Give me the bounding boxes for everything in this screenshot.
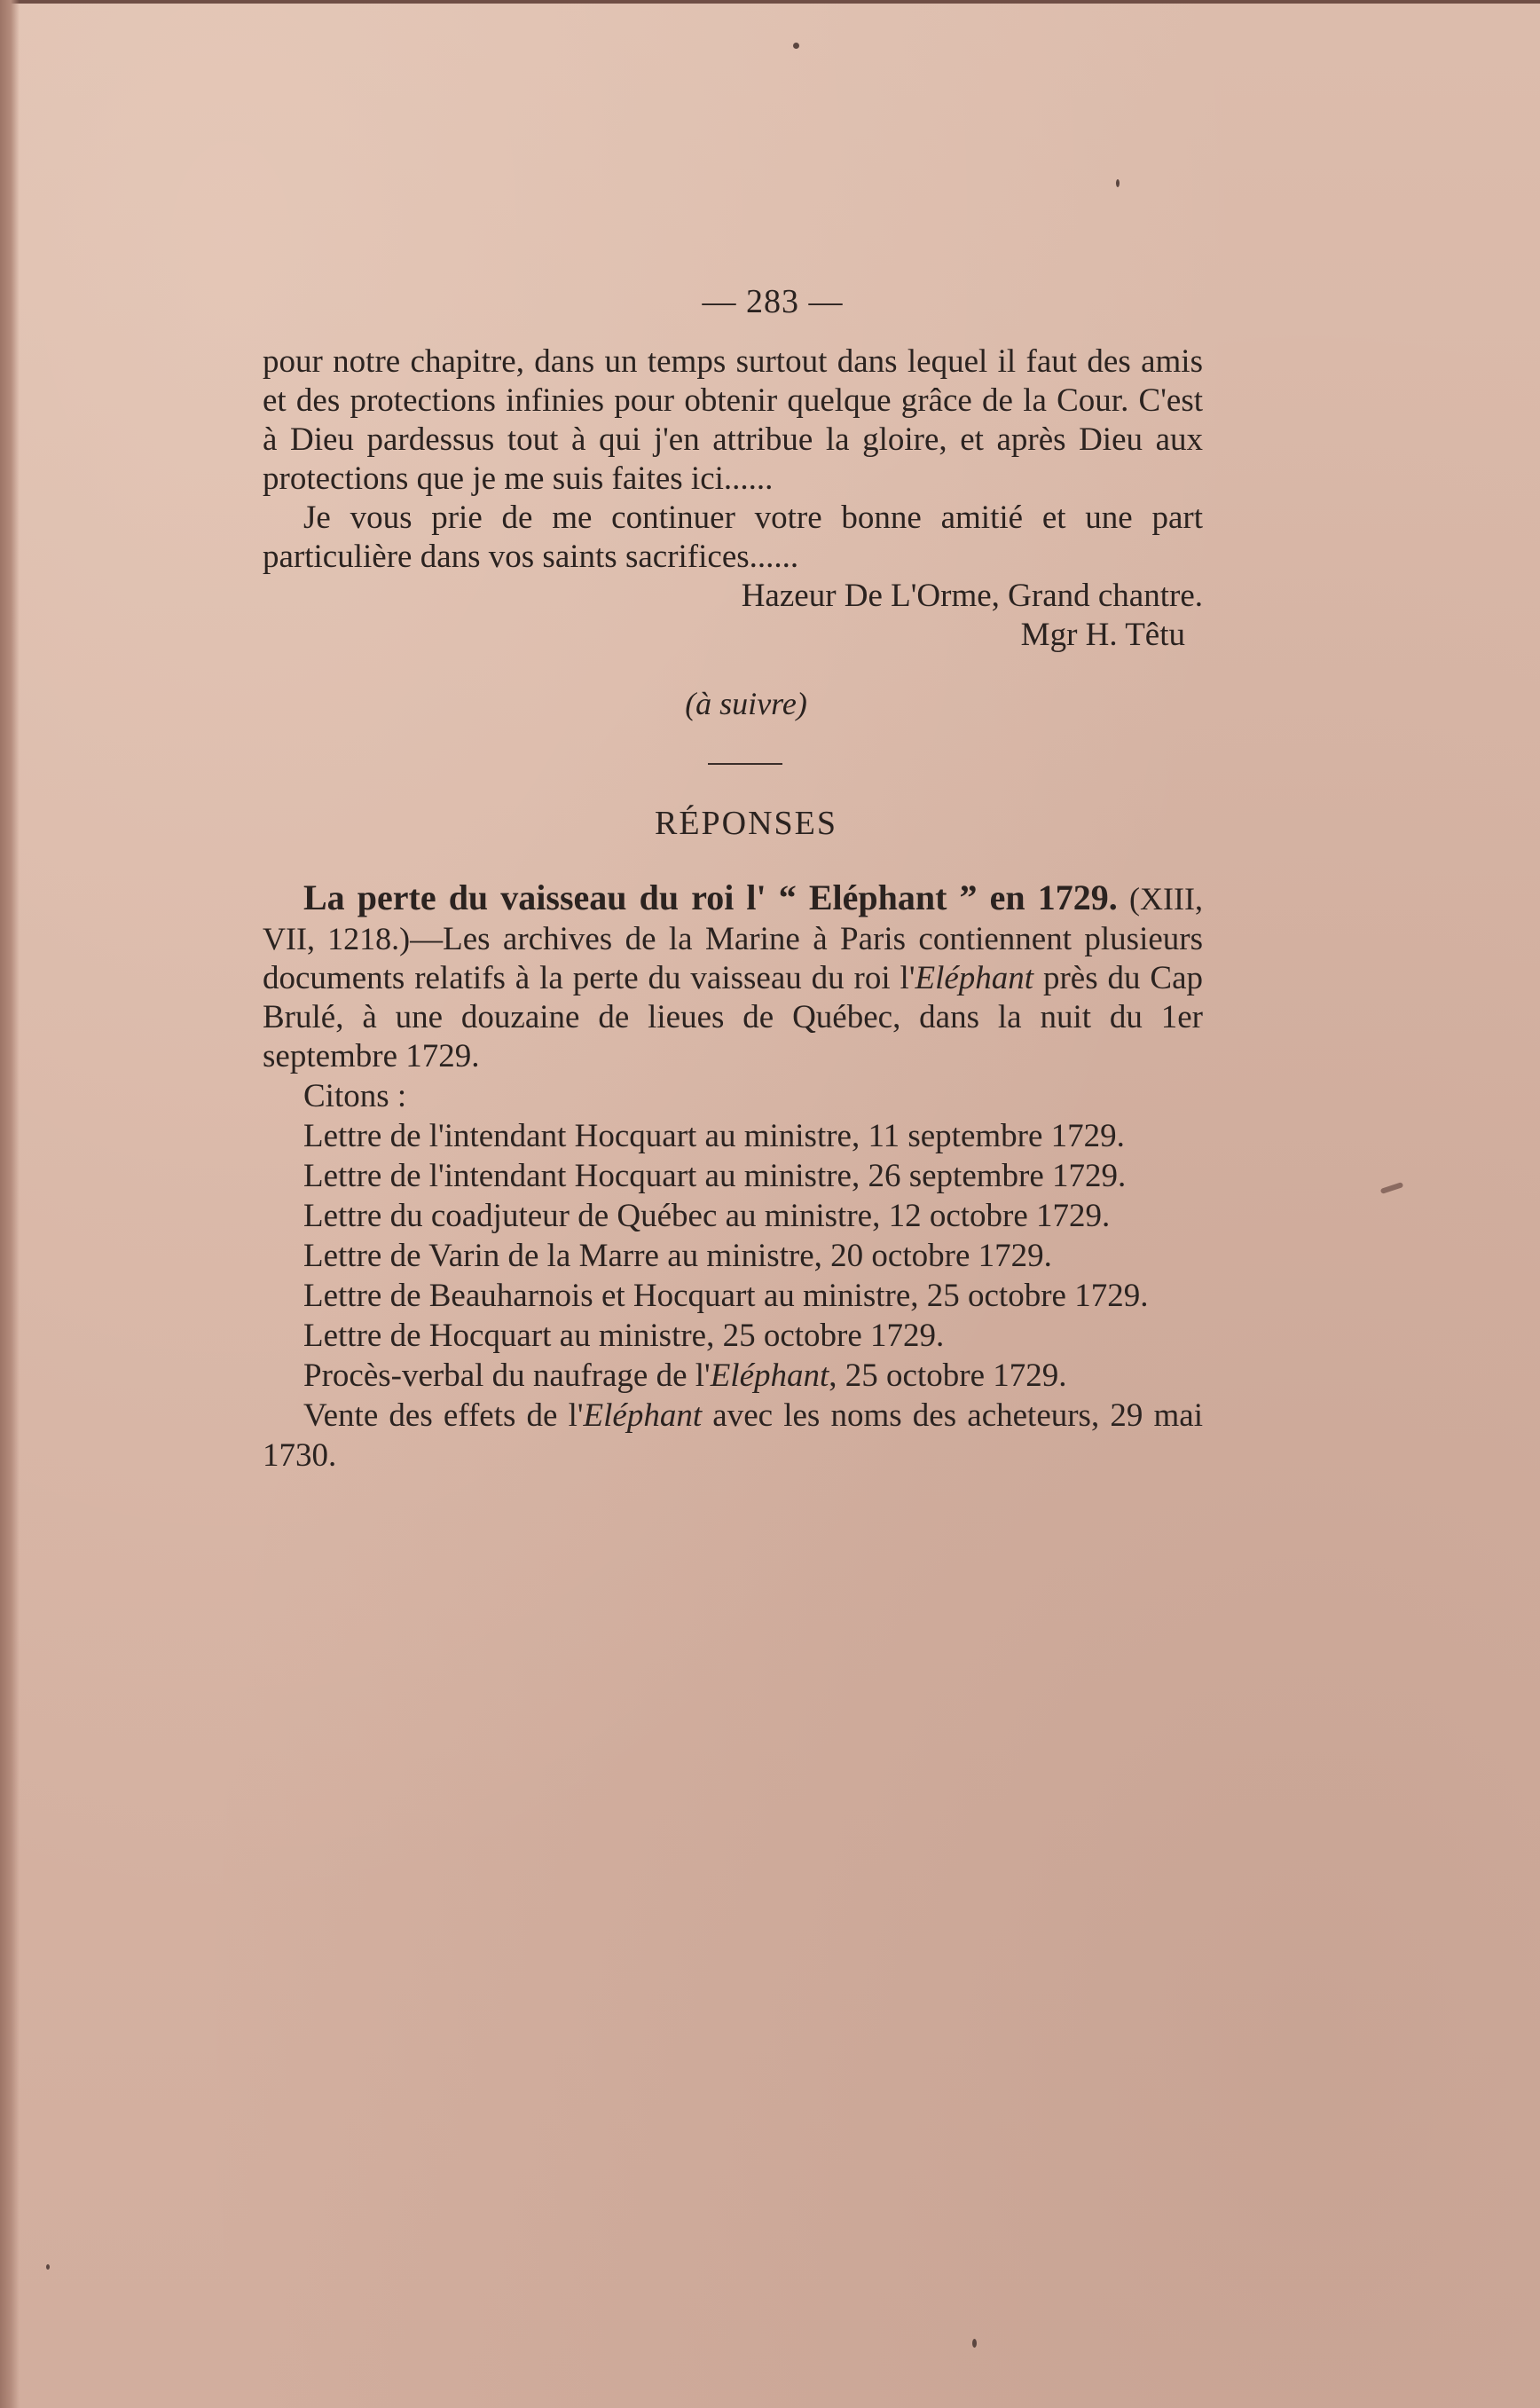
entry-text: Procès-verbal du naufrage de l' <box>303 1357 711 1394</box>
section-divider <box>708 763 782 765</box>
signature: Hazeur De L'Orme, Grand chantre. <box>741 578 1203 614</box>
paper-speck <box>1116 179 1120 187</box>
paper-speck <box>793 43 799 49</box>
document-entry: Lettre de Varin de la Marre au ministre, 20 octobre 1729. <box>303 1238 1052 1274</box>
paper-speck <box>46 2264 50 2270</box>
article <box>263 878 1203 1475</box>
paper-speck <box>972 2339 977 2348</box>
citons-label: Citons : <box>303 1078 407 1114</box>
letter-excerpt <box>263 342 1203 722</box>
article-title: La perte du vaisseau du roi l' “ Eléphant ” en 1729. <box>303 877 1118 917</box>
binding-edge <box>0 0 20 2408</box>
document-entry <box>263 1356 1203 1396</box>
entry-text: , 25 octobre 1729. <box>829 1357 1067 1394</box>
page-number: — 283 — <box>702 283 844 320</box>
letter-paragraph: Je vous prie de me continuer votre bonne amitié et une part particulière dans vos saints sacrifices...... <box>263 500 1203 575</box>
document-entry: Lettre de Beauharnois et Hocquart au ministre, 25 octobre 1729. <box>303 1278 1149 1314</box>
document-entry <box>263 1396 1203 1475</box>
entry-text: avec les noms des acheteurs, 29 mai 1730. <box>263 1397 1203 1474</box>
article-reference: (XIII, VII, 1218.) <box>263 881 1203 956</box>
article-intro <box>263 878 1203 1076</box>
ship-name: Eléphant <box>583 1397 703 1434</box>
page-content <box>263 282 1203 1475</box>
document-entry: Lettre de l'intendant Hocquart au ministre, 11 septembre 1729. <box>303 1118 1125 1154</box>
ship-name: Eléphant <box>915 960 1034 996</box>
document-entry: Lettre de l'intendant Hocquart au ministre, 26 septembre 1729. <box>303 1158 1127 1194</box>
letter-paragraph: pour notre chapitre, dans un temps surtout dans lequel il faut des amis et des protections infinies pour obtenir quelque grâce de la Cour. C'est à Dieu pardessus tout à qui j'en attribue la gloire, et après Dieu aux protections que je me suis faites ici...... <box>263 343 1203 497</box>
intro-text: —Les archives de la Marine à Paris contiennent plusieurs documents relatifs à la perte du vaisseau du roi l' <box>263 921 1203 996</box>
document-entry: Lettre de Hocquart au ministre, 25 octobre 1729. <box>303 1318 945 1354</box>
section-heading: RÉPONSES <box>654 805 838 842</box>
to-be-continued: (à suivre) <box>685 686 807 721</box>
author-name: Mgr H. Têtu <box>1020 617 1185 653</box>
ship-name: Eléphant <box>710 1357 829 1394</box>
entry-text: Vente des effets de l' <box>303 1397 584 1434</box>
document-entry: Lettre du coadjuteur de Québec au ministre, 12 octobre 1729. <box>303 1198 1111 1234</box>
paper-speck <box>1380 1182 1404 1194</box>
page-top-edge <box>0 0 1540 4</box>
intro-text: près du Cap Brulé, à une douzaine de lieues de Québec, dans la nuit du 1er septembre 1729. <box>263 960 1203 1074</box>
